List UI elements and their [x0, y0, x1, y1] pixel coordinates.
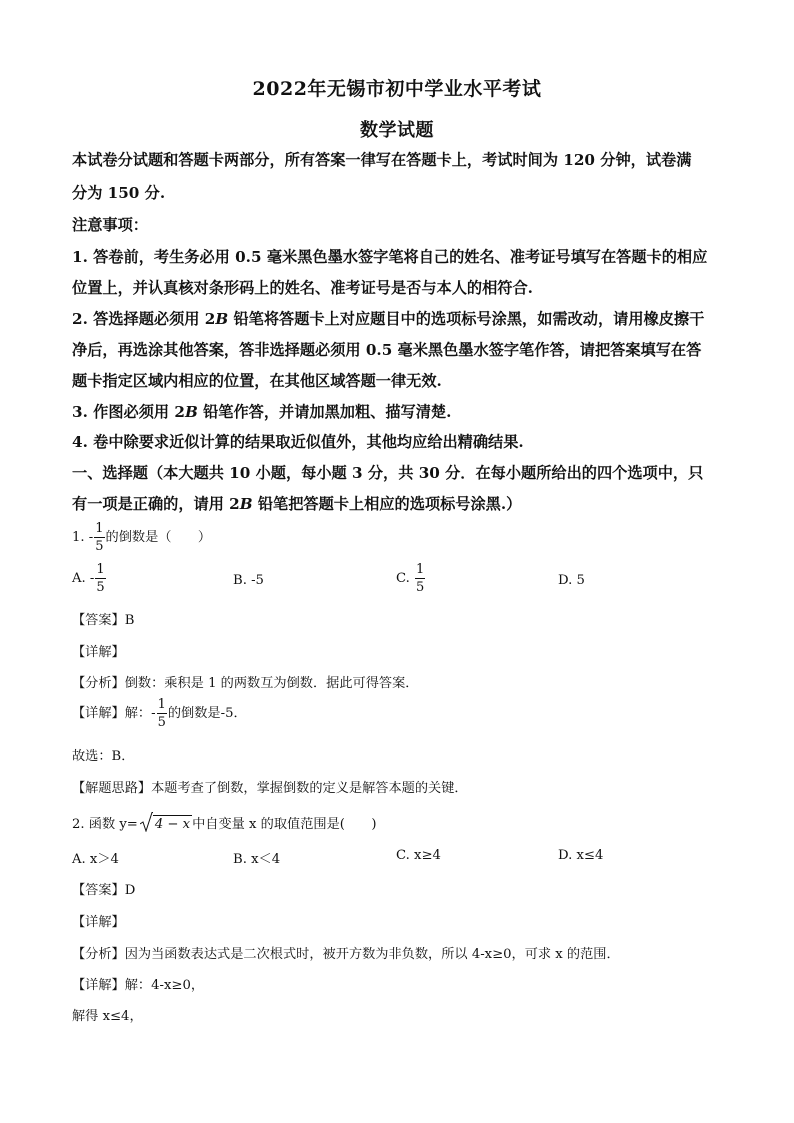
intro-line-2: 分为 150 分.: [72, 184, 166, 202]
q1-frac-num: 1: [95, 521, 104, 536]
q1-option-a: [72, 563, 107, 594]
q1-a-num: 1: [96, 562, 105, 577]
q1-a-den: 5: [96, 580, 105, 595]
intro-line-1: 本试卷分试题和答题卡两部分，所有答案一律写在答题卡上，考试时间为 120 分钟，试卷满: [72, 151, 692, 169]
q2-result: 解得 x≤4，: [72, 1009, 143, 1024]
note-3: [72, 401, 451, 422]
section-pre: 有一项是正确的，请用 2: [72, 495, 240, 513]
q1-c-fraction: [415, 563, 425, 594]
note-4: 4. 卷中除要求近似计算的结果取近似值外，其他均应给出精确结果.: [72, 433, 524, 451]
q1-a-fraction: [95, 563, 105, 594]
note-1-line-1: 1. 答卷前，考生务必用 0.5 毫米黑色墨水签字笔将自己的姓名、准考证号填写在答题卡的相应: [72, 248, 708, 266]
note-3-pre: 3. 作图必须用 2: [72, 403, 185, 421]
q2-radicand: 4 − x: [154, 817, 191, 832]
section-heading-line-1: 一、选择题（本大题共 10 小题，每小题 3 分，共 30 分．在每小题所给出的四个选项中，只: [72, 464, 704, 482]
q1-solution-fraction: [157, 698, 167, 729]
q1-stem: [72, 522, 211, 553]
note-2-post: 铅笔将答题卡上对应题目中的选项标号涂黑，如需改动，请用橡皮擦干: [228, 310, 705, 328]
note-2-line-3: 题卡指定区域内相应的位置，在其他区域答题一律无效.: [72, 372, 442, 390]
q1-a-label: A. -: [72, 571, 95, 586]
q2-sqrt: [140, 815, 192, 832]
exam-title: 2022年无锡市初中学业水平考试: [252, 78, 542, 100]
q2-solution: 【详解】解：4-x≥0，: [72, 978, 205, 993]
q1-solution-pre: 【详解】解：-: [72, 706, 156, 721]
section-var: B: [239, 495, 253, 513]
q1-choose: 故选：B．: [72, 749, 135, 764]
q2-option-a: A. x＞4: [72, 852, 119, 867]
q1-idea: 【解题思路】本题考查了倒数，掌握倒数的定义是解答本题的关键．: [72, 781, 468, 796]
q1-detail-tag: 【详解】: [72, 645, 125, 660]
section-heading-line-2: [72, 493, 521, 514]
q2-prefix: 2. 函数 y=: [72, 817, 138, 832]
radical-sign-icon: [140, 812, 153, 832]
q2-stem: [72, 813, 376, 832]
q1-c-num: 1: [416, 562, 425, 577]
note-3-var: B: [184, 403, 198, 421]
q1-c-den: 5: [416, 580, 425, 595]
q1-solution-post: 的倒数是-5．: [167, 706, 247, 721]
note-3-post: 铅笔作答，并请加黑加粗、描写清楚.: [197, 403, 452, 421]
q1-prefix: 1. -: [72, 530, 94, 545]
q2-suffix: 中自变量 x 的取值范围是( ): [192, 817, 377, 832]
note-2-var: B: [215, 310, 229, 328]
q2-option-c: C. x≥4: [396, 848, 441, 863]
q1-fraction: [94, 522, 104, 553]
q1-c-label: C.: [396, 571, 415, 586]
q2-option-d: D. x≤4: [558, 848, 604, 863]
note-2-line-2: 净后，再选涂其他答案，答非选择题必须用 0.5 毫米黑色墨水签字笔作答，请把答案填写在答: [72, 341, 702, 359]
section-post: 铅笔把答题卡上相应的选项标号涂黑.）: [252, 495, 522, 513]
q1-solution: [72, 698, 247, 729]
q1-option-d: D. 5: [558, 573, 585, 588]
q2-option-b: B. x＜4: [233, 852, 281, 867]
q1-suffix: 的倒数是（ ）: [105, 530, 212, 545]
q1-solution-num: 1: [157, 697, 166, 712]
q1-solution-den: 5: [157, 715, 166, 730]
q1-option-b: B. -5: [233, 573, 264, 588]
q1-answer: 【答案】B: [72, 613, 135, 628]
q2-analysis: 【分析】因为当函数表达式是二次根式时，被开方数为非负数，所以 4-x≥0，可求 x 的范围．: [72, 947, 620, 962]
q2-detail-tag: 【详解】: [72, 915, 125, 930]
q1-option-c: [396, 563, 426, 594]
q2-answer: 【答案】D: [72, 883, 136, 898]
notes-heading: 注意事项：: [72, 216, 148, 234]
note-2-line-1: [72, 308, 704, 329]
q1-analysis: 【分析】倒数：乘积是 1 的两数互为倒数．据此可得答案．: [72, 676, 419, 691]
note-2-pre: 2. 答选择题必须用 2: [72, 310, 216, 328]
q1-frac-den: 5: [95, 539, 104, 554]
note-1-line-2: 位置上，并认真核对条形码上的姓名、准考证号是否与本人的相符合.: [72, 279, 533, 297]
exam-subtitle: 数学试题: [360, 120, 434, 141]
